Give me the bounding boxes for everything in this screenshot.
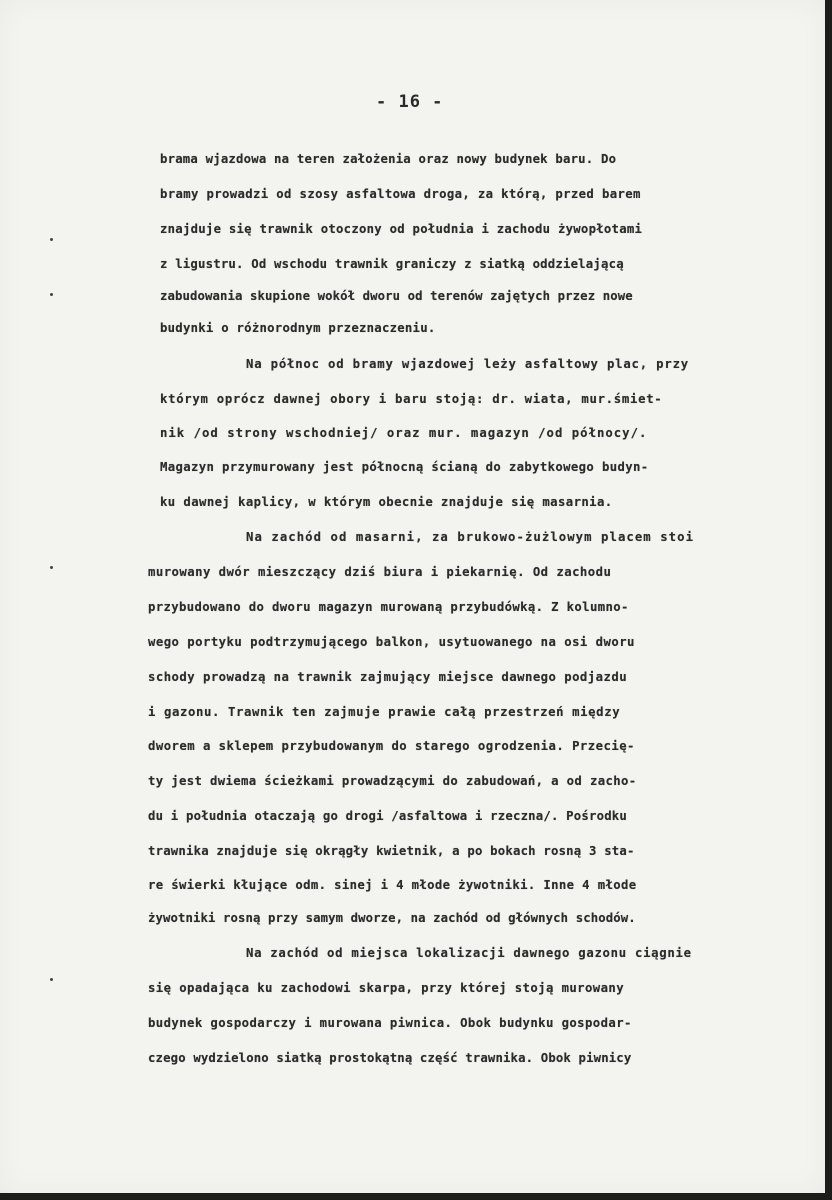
text-line: ku dawnej kaplicy, w którym obecnie znajduje się masarnia.: [160, 495, 613, 509]
text-line: du i południa otaczają go drogi /asfaltowa i rzeczna/. Pośrodku: [148, 809, 628, 823]
text-line: wego portyku podtrzymującego balkon, usytuowanego na osi dworu: [148, 635, 635, 649]
text-line: znajduje się trawnik otoczony od południa i zachodu żywopłotami: [160, 222, 643, 236]
text-line: schody prowadzą na trawnik zajmujący miejsce dawnego podjazdu: [148, 670, 628, 684]
text-line: czego wydzielono siatką prostokątną część trawnika. Obok piwnicy: [148, 1051, 632, 1065]
text-line: zabudowania skupione wokół dworu od terenów zajętych przez nowe: [160, 289, 633, 303]
text-line: trawnika znajduje się okrągły kwietnik, a po bokach rosną 3 sta-: [148, 844, 635, 858]
scan-edge-right: [825, 0, 832, 1200]
margin-speck: [50, 978, 53, 981]
text-line: którym oprócz dawnej obory i baru stoją: dr. wiata, mur.śmiet-: [160, 392, 663, 406]
text-line: żywotniki rosną przy samym dworze, na zachód od głównych schodów.: [148, 911, 636, 925]
text-line: nik /od strony wschodniej/ oraz mur. magazyn /od północy/.: [160, 426, 648, 440]
text-line: brama wjazdowa na teren założenia oraz nowy budynek baru. Do: [160, 152, 617, 166]
text-line: budynek gospodarczy i murowana piwnica. Obok budynku gospodar-: [148, 1016, 632, 1030]
margin-speck: [50, 238, 53, 241]
text-line: przybudowano do dworu magazyn murowaną przybudówką. Z kolumno-: [148, 600, 629, 614]
text-line: Na zachód od masarni, za brukowo-żużlowym placem stoi: [246, 530, 695, 544]
text-line: budynki o różnorodnym przeznaczeniu.: [160, 321, 436, 335]
text-line: re świerki kłujące odm. sinej i 4 młode żywotniki. Inne 4 młode: [148, 878, 637, 892]
text-line: się opadająca ku zachodowi skarpa, przy której stoją murowany: [148, 981, 625, 995]
text-line: i gazonu. Trawnik ten zajmuje prawie całą przestrzeń między: [148, 705, 621, 719]
scan-edge-bottom: [0, 1193, 832, 1200]
text-line: z ligustru. Od wschodu trawnik graniczy z siatką oddzielającą: [160, 257, 624, 271]
text-line: Magazyn przymurowany jest północną ścianą do zabytkowego budyn-: [160, 460, 649, 474]
text-line: Na zachód od miejsca lokalizacji dawnego gazonu ciągnie: [246, 946, 692, 960]
text-line: murowany dwór mieszczący dziś biura i piekarnię. Od zachodu: [148, 565, 612, 579]
margin-speck: [50, 566, 53, 569]
margin-speck: [50, 293, 53, 296]
text-line: bramy prowadzi od szosy asfaltowa droga, za którą, przed barem: [160, 187, 641, 201]
page-number: - 16 -: [376, 92, 444, 112]
text-line: ty jest dwiema ścieżkami prowadzącymi do zabudowań, a od zacho-: [148, 774, 637, 788]
text-line: dworem a sklepem przybudowanym do starego ogrodzenia. Przecię-: [148, 739, 635, 753]
text-line: Na północ od bramy wjazdowej leży asfaltowy plac, przy: [246, 357, 689, 371]
